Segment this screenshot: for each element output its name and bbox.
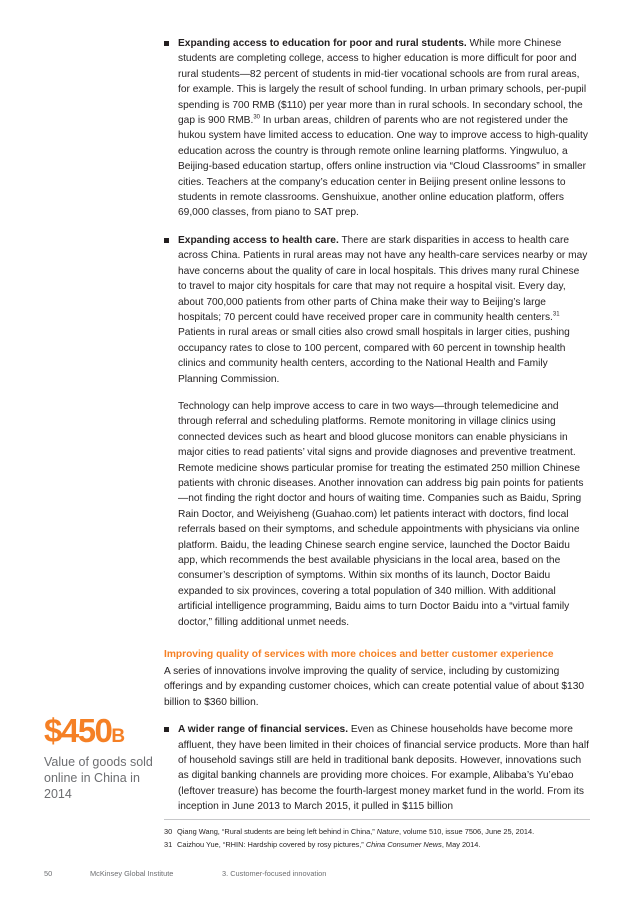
page-number: 50 <box>44 869 53 878</box>
section-intro-paragraph: A series of innovations involve improving the quality of service, including by customizing offerings and by expanding customer choices, which can create potential value of about $130 billion to $360 billion. <box>164 666 585 708</box>
bullet-body: While more Chinese students are completing college, access to higher education is more difficult for poor and rural students—82 percent of students in mid-tier vocational schools are from rural areas, for example. This is largely the result of school funding. In urban primary schools, per-pupil spending is 700 RMB ($110) per year more than in rural schools. In secondary school, the gap is 900 RMB. <box>178 38 587 127</box>
stat-caption: Value of goods sold online in China in 2014 <box>44 755 153 801</box>
health-continuation-paragraph: Technology can help improve access to care in two ways—through telemedicine and through referral and scheduling platforms. Remote monitoring in village clinics using connected devices such as heart and blood glucose monitors can enable physicians in major cities to read patients’ vital signs and provide diagnoses and preventive treatment. Remote medicine shows particular promise for treating the estimated 250 million Chinese patients with chronic diseases. Another innovation can address big pain points for patients—not finding the right doctor and hours of waiting time. Companies such as Baidu, Spring Rain Doctor, and Weiyisheng (Guahao.com) let patients interact with doctors, find local referrals based on their symptoms, and schedule appointments with physicians via online platform. Baidu, the leading Chinese search engine service, launched the Doctor Baidu app, which recommends the best available physicians in the local area, based on the consumer’s description of symptoms. Within six months of its launch, Doctor Baidu expanded to six provinces, covering a total population of 340 million. With additional artificial intelligence programming, Baidu aims to turn Doctor Baidu into a “virtual family doctor,” filling additional unmet needs. <box>178 400 584 628</box>
publisher-name: McKinsey Global Institute <box>90 869 174 878</box>
bullet-body: Even as Chinese households have become more affluent, they have been limited in their choices of financial service products. More than half of household savings still are held in traditional bank deposits. However, innovations such as digital banking channels are providing more choices. For example, Alibaba’s Yu’ebao (leftover treasure) has become the fourth-largest money market fund in the world. From its inception in June 2013 to March 2015, it pulled in $115 billion <box>178 724 589 813</box>
bullet-financial-services <box>164 722 590 814</box>
bullet-paragraph <box>178 233 590 387</box>
bullet-lead: A wider range of financial services. <box>178 724 349 736</box>
chapter-title: 3. Customer-focused innovation <box>222 869 327 878</box>
main-column <box>164 36 590 827</box>
stat-number: $450 <box>44 712 112 749</box>
footnote-ref[interactable]: 30 <box>253 114 260 121</box>
bullet-body-continued: In urban areas, children of parents who are not registered under the hukou system have limited access to education. One way to improve access to high-quality education across the country is through remote online learning platforms. Yingwuluo, a Beijing-based education startup, offers online instruction via “Cloud Classrooms” in smaller cities. Teachers at the company’s education center in Beijing present online lessons to students in remote classrooms. Genshuixue, another online education platform, offers 69,000 classes, from piano to SAT prep. <box>178 115 588 219</box>
bullet-lead: Expanding access to education for poor and rural students. <box>178 38 467 49</box>
bullet-education <box>164 36 590 221</box>
bullet-square-icon <box>164 41 169 46</box>
footnote-30 <box>164 826 604 839</box>
bullet-health-care <box>164 233 590 387</box>
sidebar-stat <box>44 714 154 802</box>
footnote-text-end: , volume 510, issue 7506, June 25, 2014. <box>398 827 535 836</box>
footnote-text-end: , May 2014. <box>441 839 481 849</box>
stat-value <box>44 714 154 754</box>
footnote-number: 30 <box>164 827 173 836</box>
bullet-paragraph <box>178 36 590 221</box>
bullet-square-icon <box>164 238 169 243</box>
bullet-body-continued: Patients in rural areas or small cities also crowd small hospitals in larger cities, pushing occupancy rates to close to 100 percent, compared with 60 percent in township health clinics and community health centers, according to the National Health and Family Planning Commission. <box>178 327 570 385</box>
footnote-publication: China Consumer News <box>365 839 442 849</box>
bullet-body: There are stark disparities in access to health care across China. Patients in rural areas may not have any health-care services nearby or may have concerns about the quality of care in local hospitals. This drives many rural Chinese to travel to major city hospitals for care that may not require a hospital visit. Every day, about 700,000 patients from other parts of China make their way to Beijing’s large hospitals; 70 percent could have received proper care in community health centers. <box>178 234 588 323</box>
stat-unit: B <box>111 726 126 747</box>
bullet-paragraph <box>178 722 590 814</box>
footnotes <box>164 826 604 851</box>
section-heading: Improving quality of services with more choices and better customer experience <box>164 649 554 661</box>
bullet-lead: Expanding access to health care. <box>178 234 339 246</box>
footnote-publication: Nature <box>376 827 399 836</box>
footnote-text: Qiang Wang, “Rural students are being left behind in China,” <box>177 827 377 836</box>
footnote-number: 31 <box>164 839 173 849</box>
footnote-divider <box>164 819 590 820</box>
bullet-square-icon <box>164 727 169 732</box>
footnote-31 <box>164 839 604 852</box>
footnote-ref[interactable]: 31 <box>552 311 560 318</box>
footnote-text: Caizhou Yue, “RHIN: Hardship covered by rosy pictures,” <box>177 839 366 849</box>
